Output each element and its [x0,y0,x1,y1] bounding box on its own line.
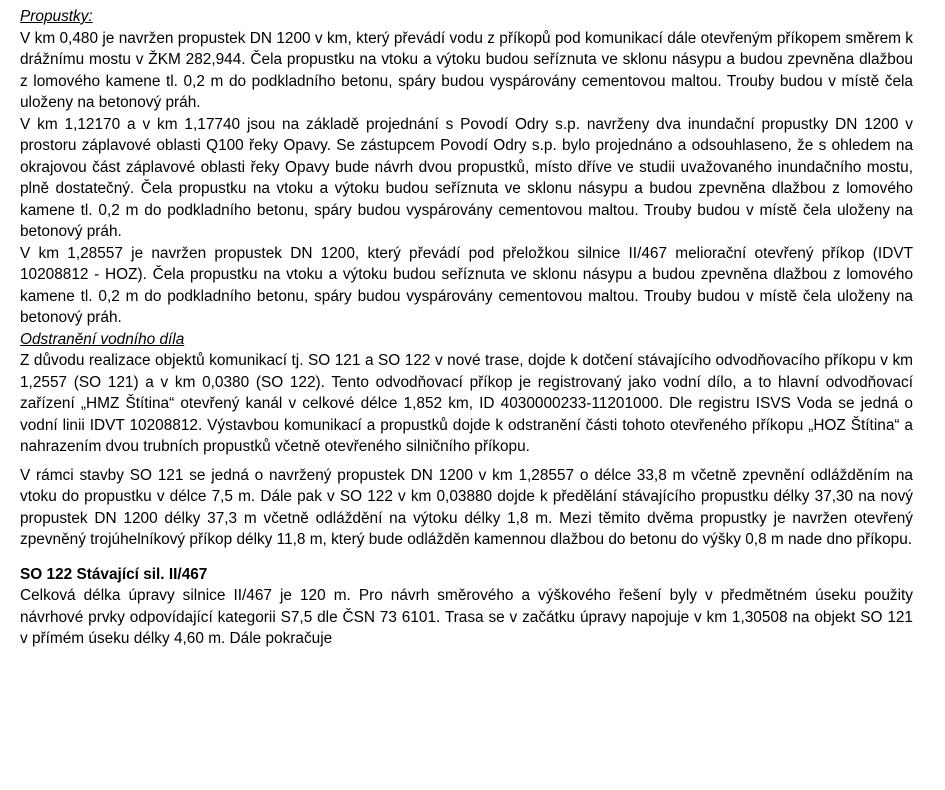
section-heading-so122: SO 122 Stávající sil. II/467 [20,565,208,583]
paragraph: Z důvodu realizace objektů komunikací tj. SO 121 a SO 122 v nové trase, dojde k dotčení stávajícího odvodňovacího příkopu v km 1,2557 (SO 121) a v km 0,0380 (SO 122). Tento odvodňovací příkop je registrovaný jako vodní dílo, a to hlavní odvodňovací zařízení „HMZ Štítina“ otevřený kanál v celkové délce 1,852 km, ID 4030000233-11201000. Dle registru ISVS Voda se jedná o vodní linii IDVT 10208812. Výstavbou komunikací a propustků dojde k odstranění části tohoto otevřeného příkopu „HOZ Štítina“ a nahrazením dvou trubních propustků včetně otevřeného silničního příkopu. [20,352,913,455]
paragraph: V rámci stavby SO 121 se jedná o navržený propustek DN 1200 v km 1,28557 o délce 33,8 m včetně zpevnění odlážděním na vtoku do propustku v délce 7,5 m. Dále pak v SO 122 v km 0,03880 dojde k předělání stávajícího propustku délky 37,30 na nový propustek DN 1200 délky 37,3 m včetně odláždění na výtoku délky 1,8 m. Mezi těmito dvěma propustky je navržen otevřený zpevněný trojúhelníkový příkop délky 11,8 m, který bude odlážděn kamennou dlažbou do betonu do výšky 0,8 m nade dno příkopu. [20,466,913,548]
section-heading-propustky: Propustky: [20,8,93,25]
section-odstraneni [20,329,913,551]
section-propustky [20,6,913,329]
paragraph: V km 0,480 je navržen propustek DN 1200 v km, který převádí vodu z příkopů pod komunikací dále otevřeným příkopem směrem k drážnímu mostu v ŽKM 282,944. Čela propustku na vtoku a výtoku budou seříznuta ve sklonu násypu a budou zpevněna dlažbou z lomového kamene tl. 0,2 m do podkladního betonu, spáry budou vyspárovány cementovou maltou. Trouby budou v místě čela uloženy na betonový práh. [20,29,913,111]
paragraph: V km 1,12170 a v km 1,17740 jsou na základě projednání s Povodí Odry s.p. navrženy dva inundační propustky DN 1200 v prostoru záplavové oblasti Q100 řeky Opavy. Se zástupcem Povodí Odry s.p. bylo projednáno a odsouhlaseno, že s ohledem na okrajovou část záplavové oblasti řeky Opavy bude návrh dvou propustků, místo dříve ve studii uvažovaného inundačního mostu, plně dostatečný. Čela propustku na vtoku a výtoku budou seříznuta ve sklonu násypu a budou zpevněna dlažbou z lomového kamene tl. 0,2 m do podkladního betonu, spáry budou vyspárovány cementovou maltou. Trouby budou v místě čela uloženy na betonový práh. [20,115,913,240]
section-so122 [20,564,913,650]
section-heading-odstraneni: Odstranění vodního díla [20,330,185,348]
paragraph: Celková délka úpravy silnice II/467 je 120 m. Pro návrh směrového a výškového řešení byly v předmětném úseku použity návrhové prvky odpovídající kategorii S7,5 dle ČSN 73 6101. Trasa se v začátku úpravy napojuje v km 1,30508 na objekt SO 121 v přímém úseku délky 4,60 m. Dále pokračuje [20,587,913,647]
paragraph: V km 1,28557 je navržen propustek DN 1200, který převádí pod přeložkou silnice II/467 meliorační otevřený příkop (IDVT 10208812 - HOZ). Čela propustku na vtoku a výtoku budou seříznuta ve sklonu násypu a budou zpevněna dlažbou z lomového kamene tl. 0,2 m do podkladního betonu, spáry budou vyspárovány cementovou maltou. Trouby budou v místě čela uloženy na betonový práh. [20,244,913,326]
